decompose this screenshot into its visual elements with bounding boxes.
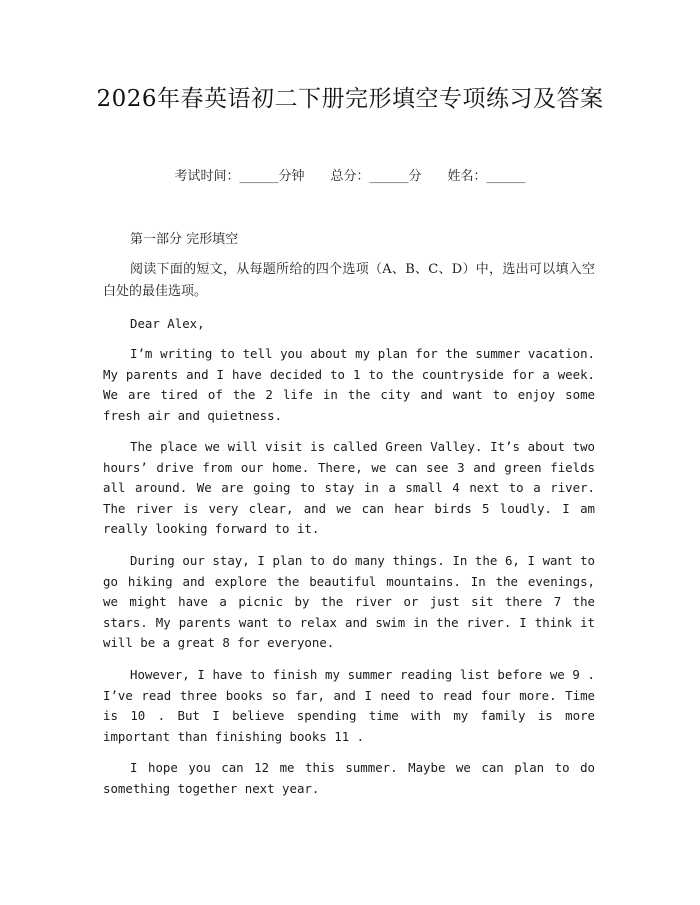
passage-paragraph-2: The place we will visit is called Green Valley. It’s about two hours’ drive from our home. There, we can see 3 and green fields all around. We are going to stay in a small 4 next to a river. The river is very clear, and we can hear birds 5 loudly. I am really looking forward to it. xyxy=(103,439,595,536)
passage-paragraph-3: During our stay, I plan to do many things. In the 6, I want to go hiking and explore the beautiful mountains. In the evenings, we might have a picnic by the river or just sit there 7 the stars. My parents want to relax and swim in the river. I think it will be a great 8 for everyone. xyxy=(103,553,595,650)
section-heading: 第一部分 完形填空 xyxy=(130,232,239,247)
letter-greeting: Dear Alex, xyxy=(130,316,205,331)
instructions-paragraph: 阅读下面的短文，从每题所给的四个选项（A、B、C、D）中，选出可以填入空白处的最佳选项。 xyxy=(103,262,595,299)
exam-time-field: 考试时间：______分钟 xyxy=(174,169,305,184)
passage-paragraph-5: I hope you can 12 me this summer. Maybe we can plan to do something together next year. xyxy=(103,760,595,796)
document-title: 2026年春英语初二下册完形填空专项练习及答案 xyxy=(96,86,604,112)
passage-paragraph-4: However, I have to finish my summer reading list before we 9 . I’ve read three books so far, and I need to read four more. Time is 10 . But I believe spending time with my family is more important than finishing books 11 . xyxy=(103,667,595,744)
total-score-field: 总分：______分 xyxy=(330,169,422,184)
exam-info-line xyxy=(0,167,700,187)
student-name-field: 姓名：______ xyxy=(447,169,526,184)
passage-paragraph-1: I’m writing to tell you about my plan for the summer vacation. My parents and I have decided to 1 to the countryside for a week. We are tired of the 2 life in the city and want to enjoy some fresh air and quietness. xyxy=(103,346,595,423)
